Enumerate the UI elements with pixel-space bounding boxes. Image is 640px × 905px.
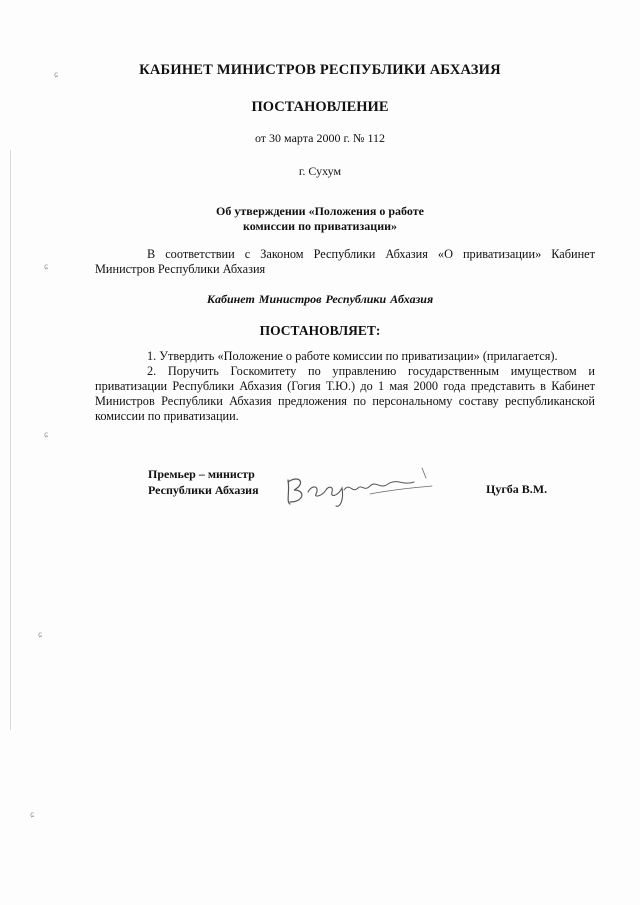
document-place: г. Сухум — [298, 164, 342, 178]
document-date-number: от 30 марта 2000 г. № 112 — [254, 131, 386, 145]
decree-item-2: 2. Поручить Госкомитету по управлению государственным имуществом и приватизации Республики Абхазия (Гогия Т.Ю.) до 1 мая 2000 года представить в Кабинет Министров Республики Абхазия предложения по персональному составу республиканской комиссии по приватизации. — [95, 364, 595, 423]
signatory-title-line-1: Премьер – министр — [148, 467, 255, 481]
handwritten-signature — [280, 460, 440, 510]
scan-edge-line — [10, 150, 11, 730]
subject-line-2: комиссии по приватизации» — [242, 219, 398, 233]
scan-mark: ɕ — [30, 810, 35, 819]
scan-mark: ɕ — [44, 262, 49, 271]
signer-name: Цугба В.М. — [486, 482, 548, 496]
document-subject — [60, 204, 580, 234]
subject-line-1: Об утверждении «Положения о работе — [216, 204, 424, 218]
signatory-title — [148, 466, 259, 498]
preamble-paragraph: В соответствии с Законом Республики Абхазия «О приватизации» Кабинет Министров Республики Абхазия — [95, 247, 595, 276]
scan-mark: ɕ — [54, 70, 59, 79]
organization-title: КАБИНЕТ МИНИСТРОВ РЕСПУБЛИКИ АБХАЗИЯ — [139, 62, 501, 78]
decree-issuer: Кабинет Министров Республики Абхазия — [206, 292, 434, 306]
signatory-title-line-2: Республики Абхазия — [148, 483, 259, 497]
decree-item-1: 1. Утвердить «Положение о работе комиссии по приватизации» (прилагается). — [147, 349, 558, 363]
decree-heading: ПОСТАНОВЛЯЕТ: — [259, 323, 381, 338]
scan-mark: ɕ — [38, 630, 43, 639]
scan-mark: ɕ — [44, 430, 49, 439]
document-type-heading: ПОСТАНОВЛЕНИЕ — [251, 99, 389, 115]
